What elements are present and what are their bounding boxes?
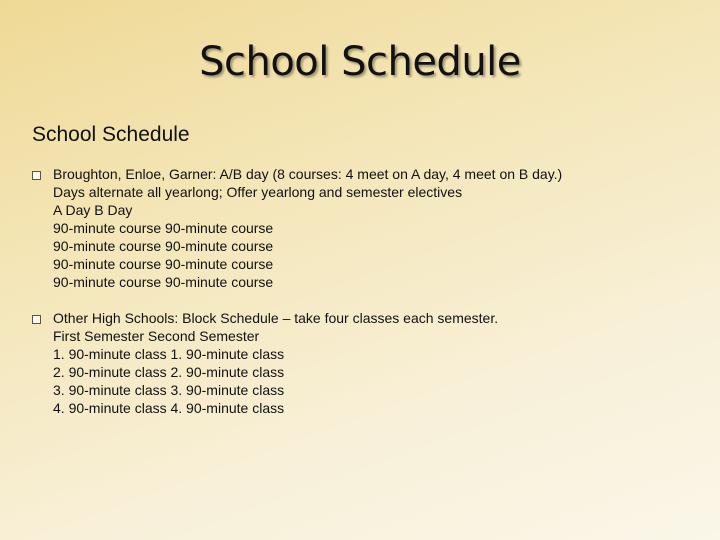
bullet-line: 1. 90-minute class 1. 90-minute class (53, 346, 285, 362)
bullet-line: 2. 90-minute class 2. 90-minute class (53, 364, 285, 380)
bullet-line: First Semester Second Semester (53, 328, 260, 344)
bullet-line: 90-minute course 90-minute course (53, 256, 274, 272)
bullet-line: Other High Schools: Block Schedule – take four classes each semester. (53, 310, 499, 326)
bullet-item-block-schedule (32, 309, 692, 417)
bullet-line: 90-minute course 90-minute course (53, 220, 274, 236)
square-bullet-icon (32, 171, 41, 180)
bullet-item-ab-day (32, 165, 692, 291)
bullet-line: 4. 90-minute class 4. 90-minute class (53, 400, 285, 416)
bullet-line: 3. 90-minute class 3. 90-minute class (53, 382, 285, 398)
bullet-list (32, 165, 692, 435)
slide-title: School Schedule (199, 39, 521, 85)
bullet-line: Days alternate all yearlong; Offer yearlong and semester electives (53, 184, 463, 200)
bullet-line: A Day B Day (53, 202, 133, 218)
square-bullet-icon (32, 315, 41, 324)
bullet-line: 90-minute course 90-minute course (53, 238, 274, 254)
bullet-line: Broughton, Enloe, Garner: A/B day (8 courses: 4 meet on A day, 4 meet on B day.) (53, 166, 563, 182)
slide-subtitle: School Schedule (32, 123, 190, 146)
bullet-line: 90-minute course 90-minute course (53, 274, 274, 290)
